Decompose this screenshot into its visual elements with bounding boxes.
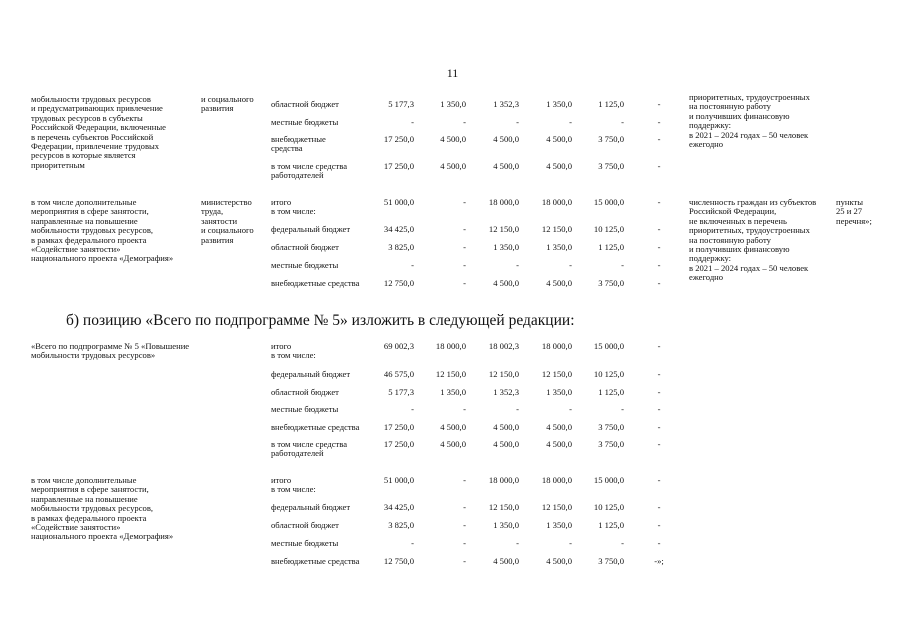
funding-source-label: средства: [271, 143, 303, 154]
amount-cell: 12 150,0: [488, 502, 519, 512]
executor-line: министерство: [201, 197, 252, 207]
event-name-line: «Содействие занятости»: [31, 244, 121, 254]
amount-cell: 5 177,3: [388, 99, 414, 109]
amount-cell: 18 000,0: [488, 475, 519, 485]
amount-cell: 1 350,0: [546, 99, 572, 109]
executor-line: развития: [201, 234, 234, 245]
amount-cell: 12 150,0: [488, 224, 519, 234]
amount-cell: -: [657, 134, 661, 144]
amount-cell: -: [657, 260, 661, 270]
amount-cell: 18 000,0: [435, 341, 466, 351]
funding-source-label: работодателей: [271, 448, 324, 459]
event-name-line: в том числе дополнительные: [31, 197, 137, 207]
funding-source-label: внебюджетные средства: [271, 556, 360, 566]
amount-cell: 12 750,0: [383, 278, 414, 288]
event-name-line: «Содействие занятости»: [31, 522, 121, 532]
amount-cell: 1 352,3: [493, 387, 519, 397]
amount-cell: -: [657, 242, 661, 252]
amount-cell: 15 000,0: [593, 197, 624, 207]
amount-cell: -: [411, 538, 414, 548]
event-name-line: национального проекта «Демография»: [31, 531, 174, 542]
amount-cell: -: [463, 224, 466, 234]
amount-cell: 12 150,0: [541, 369, 572, 379]
amount-cell: -: [621, 117, 624, 127]
amount-cell: 12 150,0: [435, 369, 466, 379]
funding-source-label: местные бюджеты: [271, 404, 339, 414]
amount-cell: 4 500,0: [546, 134, 572, 144]
result-indicator-line: в 2021 – 2024 годах – 50 человек: [689, 129, 809, 140]
amount-cell: 51 000,0: [383, 197, 414, 207]
amount-cell: -: [463, 475, 466, 485]
result-indicator-line: Российской Федерации,: [689, 206, 777, 217]
amount-cell: -: [463, 260, 466, 270]
amount-cell: -: [463, 242, 466, 252]
amount-cell: -: [463, 278, 466, 288]
amount-cell: 4 500,0: [546, 556, 572, 566]
amount-cell: -: [463, 197, 466, 207]
section-heading: б) позицию «Всего по подпрограмме № 5» изложить в следующей редакции:: [66, 312, 575, 329]
amount-cell: 4 500,0: [493, 278, 519, 288]
amount-cell: 4 500,0: [546, 422, 572, 432]
amount-cell: 4 500,0: [493, 161, 519, 171]
amount-cell: -: [516, 117, 519, 127]
amount-cell: -: [657, 197, 661, 207]
amount-cell: -: [463, 404, 466, 414]
amount-cell: 5 177,3: [388, 387, 414, 397]
amount-cell: -»;: [654, 556, 664, 566]
executor-line: труда,: [201, 206, 224, 217]
amount-cell: 1 350,0: [546, 520, 572, 530]
amount-cell: 3 750,0: [598, 134, 624, 144]
amount-cell: -: [657, 161, 661, 171]
amount-cell: 3 750,0: [598, 278, 624, 288]
reference-line: перечня»;: [836, 215, 872, 226]
amount-cell: -: [569, 538, 572, 548]
funding-source-label: в том числе:: [271, 484, 316, 495]
amount-cell: 4 500,0: [546, 161, 572, 171]
amount-cell: 1 350,0: [440, 99, 466, 109]
result-indicator-line: численность граждан из субъектов: [689, 197, 817, 207]
amount-cell: -: [657, 475, 661, 485]
amount-cell: 4 500,0: [440, 161, 466, 171]
reference-line: пункты: [836, 197, 864, 207]
funding-source-label: федеральный бюджет: [271, 369, 351, 379]
amount-cell: -: [657, 278, 661, 288]
funding-source-label: местные бюджеты: [271, 538, 339, 548]
event-name-line: мобильности трудовых ресурсов»: [31, 350, 156, 361]
amount-cell: -: [411, 404, 414, 414]
event-name-line: Федерации, привлечение трудовых: [31, 141, 160, 151]
page-number: 11: [446, 66, 459, 80]
amount-cell: 3 750,0: [598, 556, 624, 566]
amount-cell: 3 825,0: [388, 520, 414, 530]
amount-cell: 51 000,0: [383, 475, 414, 485]
amount-cell: -: [516, 538, 519, 548]
amount-cell: 17 250,0: [383, 422, 414, 432]
result-indicator-line: приоритетных, трудоустроенных: [689, 225, 810, 236]
result-indicator-line: ежегодно: [689, 139, 724, 149]
amount-cell: 18 000,0: [541, 475, 572, 485]
amount-cell: 12 150,0: [541, 224, 572, 234]
funding-source-label: областной бюджет: [271, 242, 339, 252]
amount-cell: 3 750,0: [598, 439, 624, 449]
amount-cell: 17 250,0: [383, 161, 414, 171]
funding-source-label: местные бюджеты: [271, 117, 339, 127]
amount-cell: 18 000,0: [541, 341, 572, 351]
event-name-line: мобильности трудовых ресурсов,: [31, 503, 154, 514]
result-indicator-line: и получивших финансовую: [689, 244, 790, 254]
event-name-line: мероприятия в сфере занятости,: [31, 484, 149, 495]
amount-cell: 10 125,0: [593, 502, 624, 512]
funding-source-label: в том числе средства: [271, 439, 348, 449]
amount-cell: 17 250,0: [383, 439, 414, 449]
amount-cell: 4 500,0: [546, 439, 572, 449]
result-indicator-line: приоритетных, трудоустроенных: [689, 92, 810, 102]
result-indicator-line: в 2021 – 2024 годах – 50 человек: [689, 262, 809, 273]
amount-cell: -: [657, 341, 661, 351]
amount-cell: 1 125,0: [598, 387, 624, 397]
executor-line: развития: [201, 103, 234, 114]
executor-line: занятости: [201, 215, 238, 226]
amount-cell: -: [516, 404, 519, 414]
amount-cell: 69 002,3: [383, 341, 414, 351]
amount-cell: -: [657, 520, 661, 530]
amount-cell: 3 750,0: [598, 422, 624, 432]
amount-cell: 12 750,0: [383, 556, 414, 566]
event-name-line: в том числе дополнительные: [31, 475, 137, 485]
amount-cell: -: [569, 260, 572, 270]
amount-cell: 1 350,0: [440, 387, 466, 397]
amount-cell: 1 350,0: [546, 242, 572, 252]
funding-source-label: в том числе:: [271, 206, 316, 217]
amount-cell: 1 350,0: [546, 387, 572, 397]
amount-cell: -: [463, 502, 466, 512]
event-name-line: приоритетным: [31, 159, 85, 170]
amount-cell: 3 750,0: [598, 161, 624, 171]
amount-cell: 46 575,0: [383, 369, 414, 379]
funding-source-label: областной бюджет: [271, 387, 339, 397]
amount-cell: -: [621, 404, 624, 414]
funding-source-label: внебюджетные средства: [271, 422, 360, 432]
amount-cell: -: [463, 556, 466, 566]
amount-cell: 15 000,0: [593, 341, 624, 351]
amount-cell: -: [621, 260, 624, 270]
amount-cell: -: [657, 422, 661, 432]
amount-cell: 4 500,0: [440, 134, 466, 144]
event-name-line: в перечень субъектов Российской: [31, 131, 154, 142]
event-name-line: национального проекта «Демография»: [31, 253, 174, 264]
amount-cell: -: [657, 369, 661, 379]
amount-cell: 34 425,0: [383, 224, 414, 234]
event-name-line: «Всего по подпрограмме № 5 «Повышение: [31, 341, 190, 351]
event-name-line: направленные на повышение: [31, 493, 138, 504]
result-indicator-line: на постоянную работу: [689, 234, 771, 245]
amount-cell: 10 125,0: [593, 224, 624, 234]
funding-source-label: итого: [271, 475, 292, 485]
amount-cell: -: [569, 404, 572, 414]
funding-source-label: в том числе средства: [271, 161, 348, 171]
amount-cell: 18 000,0: [541, 197, 572, 207]
funding-source-label: внебюджетные средства: [271, 278, 360, 288]
amount-cell: 34 425,0: [383, 502, 414, 512]
result-indicator-line: поддержку:: [689, 120, 732, 131]
executor-line: и социального: [201, 225, 254, 236]
result-indicator-line: ежегодно: [689, 272, 724, 283]
amount-cell: -: [657, 387, 661, 397]
amount-cell: 18 000,0: [488, 197, 519, 207]
amount-cell: 1 350,0: [493, 242, 519, 252]
event-name-line: в рамках федерального проекта: [31, 512, 147, 523]
amount-cell: -: [657, 404, 661, 414]
event-name-line: Российской Федерации, включенные: [31, 122, 166, 133]
event-name-line: направленные на повышение: [31, 215, 138, 226]
amount-cell: -: [569, 117, 572, 127]
reference-line: 25 и 27: [836, 206, 863, 217]
amount-cell: 4 500,0: [440, 439, 466, 449]
funding-source-label: итого: [271, 197, 292, 207]
funding-source-label: федеральный бюджет: [271, 502, 351, 512]
amount-cell: -: [516, 260, 519, 270]
amount-cell: 1 125,0: [598, 99, 624, 109]
amount-cell: 12 150,0: [488, 369, 519, 379]
result-indicator-line: поддержку:: [689, 253, 732, 264]
amount-cell: -: [657, 224, 661, 234]
funding-source-label: внебюджетные: [271, 134, 326, 144]
event-name-line: ресурсов в которые является: [31, 150, 136, 161]
amount-cell: -: [621, 538, 624, 548]
amount-cell: 4 500,0: [493, 134, 519, 144]
amount-cell: 4 500,0: [493, 439, 519, 449]
funding-source-label: итого: [271, 341, 292, 351]
amount-cell: 18 002,3: [488, 341, 519, 351]
amount-cell: 1 350,0: [493, 520, 519, 530]
funding-source-label: работодателей: [271, 170, 324, 181]
funding-source-label: областной бюджет: [271, 520, 339, 530]
amount-cell: 4 500,0: [493, 422, 519, 432]
amount-cell: -: [657, 439, 661, 449]
amount-cell: 15 000,0: [593, 475, 624, 485]
result-indicator-line: и получивших финансовую: [689, 110, 790, 121]
amount-cell: 4 500,0: [440, 422, 466, 432]
event-name-line: мобильности трудовых ресурсов,: [31, 225, 154, 236]
amount-cell: -: [657, 99, 661, 109]
amount-cell: -: [657, 502, 661, 512]
result-indicator-line: не включенных в перечень: [689, 215, 787, 226]
event-name-line: трудовых ресурсов в субъекты: [31, 112, 143, 123]
executor-line: и социального: [201, 94, 254, 104]
amount-cell: 1 352,3: [493, 99, 519, 109]
funding-source-label: федеральный бюджет: [271, 224, 351, 234]
amount-cell: 17 250,0: [383, 134, 414, 144]
event-name-line: в рамках федерального проекта: [31, 234, 147, 245]
amount-cell: 3 825,0: [388, 242, 414, 252]
event-name-line: мероприятия в сфере занятости,: [31, 206, 149, 217]
amount-cell: 4 500,0: [493, 556, 519, 566]
amount-cell: -: [463, 117, 466, 127]
amount-cell: -: [411, 117, 414, 127]
amount-cell: 10 125,0: [593, 369, 624, 379]
funding-source-label: в том числе:: [271, 350, 316, 361]
funding-source-label: областной бюджет: [271, 99, 339, 109]
amount-cell: -: [657, 538, 661, 548]
event-name-line: мобильности трудовых ресурсов: [31, 94, 151, 104]
amount-cell: 1 125,0: [598, 520, 624, 530]
amount-cell: -: [657, 117, 661, 127]
result-indicator-line: на постоянную работу: [689, 101, 771, 112]
amount-cell: 12 150,0: [541, 502, 572, 512]
funding-source-label: местные бюджеты: [271, 260, 339, 270]
amount-cell: -: [463, 520, 466, 530]
amount-cell: 1 125,0: [598, 242, 624, 252]
amount-cell: -: [463, 538, 466, 548]
amount-cell: -: [411, 260, 414, 270]
amount-cell: 4 500,0: [546, 278, 572, 288]
event-name-line: и предусматривающих привлечение: [31, 103, 163, 114]
